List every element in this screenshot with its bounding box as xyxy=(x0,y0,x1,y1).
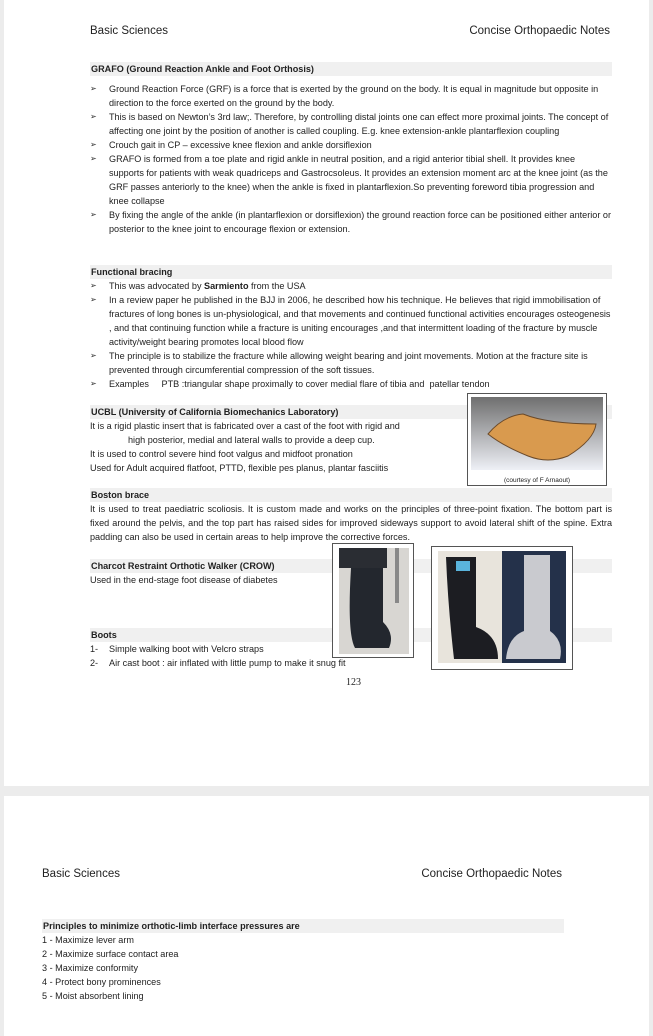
running-header-right: Concise Orthopaedic Notes xyxy=(469,25,610,37)
crow-image xyxy=(333,544,413,657)
section-heading: Boots xyxy=(90,628,612,642)
boots-image xyxy=(432,547,572,669)
section-grafo xyxy=(90,62,612,236)
list-item: 2- Air cast boot : air inflated with little pump to make it snug fit xyxy=(90,658,346,668)
ucbl-insert-image xyxy=(468,394,606,470)
list-item: ➢ Ground Reaction Force (GRF) is a force that is exerted by the ground on the body. It is equal in magnitude but opposite in direction to the force exerted on the ground by the body. xyxy=(90,82,612,110)
text-line: Used for Adult acquired flatfoot, PTTD, flexible pes planus, plantar fasciitis xyxy=(90,463,389,473)
running-header-left: Basic Sciences xyxy=(42,868,120,880)
section-functional-bracing xyxy=(90,265,612,391)
section-heading: Charcot Restraint Orthotic Walker (CROW) xyxy=(90,559,612,573)
section-principles xyxy=(42,919,564,1003)
ucbl-insert-photo xyxy=(467,393,607,486)
text-line: It is used to control severe hind foot valgus and midfoot pronation xyxy=(90,449,353,459)
list-item: 1 - Maximize lever arm xyxy=(42,935,134,945)
section-heading: UCBL (University of California Biomechanics Laboratory) xyxy=(90,405,612,419)
list-item: ➢ This is based on Newton’s 3rd law;. Therefore, by controlling distal joints one can effect more proximal joints. The concept of affecting one joint by the position of another is called coupling. E.g. knee extension-ankle plantarflexion coupling xyxy=(90,110,612,138)
list-item: 4 - Protect bony prominences xyxy=(42,977,161,987)
list-item: 1- Simple walking boot with Velcro straps xyxy=(90,644,264,654)
page-123 xyxy=(4,0,649,786)
list-item: ➢ Examples PTB :triangular shape proximally to cover medial flare of tibia and patellar tendon xyxy=(90,377,612,391)
list-item: ➢ Crouch gait in CP – excessive knee flexion and ankle dorsiflexion xyxy=(90,138,612,152)
paragraph: It is used to treat paediatric scoliosis. It is custom made and works on the principles of three-point fixation. The bottom part is fixed around the pelvis, and the top part has raised sides for improved sideways support to avoid lateral shift of the spine. Extra padding can also be used in certain areas to help improve the corrective forces. xyxy=(90,504,612,542)
list-item: ➢ This was advocated by Sarmiento from the USA xyxy=(90,279,612,293)
list-item: 3 - Maximize conformity xyxy=(42,963,139,973)
next-page xyxy=(4,796,649,1036)
figure-caption: (courtesy of F Arnaout) xyxy=(503,477,571,484)
text-line: high posterior, medial and lateral walls to provide a deep cup. xyxy=(128,435,375,445)
list-item: ➢ GRAFO is formed from a toe plate and rigid ankle in neutral position, and a rigid anterior tibial shell. It provides knee supports for patients with weak quadriceps and Gastrocsoleus. It provides an extension moment arc at the knee joint (as the GRF passes anteriorly to the knee) when the ankle is fixed in plantarflexion.So preventing foreword tibia progression and knee collapse xyxy=(90,152,612,208)
list-item: ➢ The principle is to stabilize the fracture while allowing weight bearing and joint movements. Motion at the fracture site is prevented through circumferential compression of the soft tissues. xyxy=(90,349,612,377)
section-heading: Functional bracing xyxy=(90,265,612,279)
crow-photo xyxy=(332,543,414,658)
boots-photo xyxy=(431,546,573,670)
section-heading: GRAFO (Ground Reaction Ankle and Foot Orthosis) xyxy=(90,62,612,76)
page-number: 123 xyxy=(346,677,361,688)
list-item: ➢ In a review paper he published in the BJJ in 2006, he described how his technique. He believes that rigid immobilisation of fractures of long bones is un-physiological, and that movements and continued functional activities encourages osteogenesis , and that continuing function while a fracture is uniting encourages ,and that intermittent loading of the fracture by muscle activity/weight bearing promotes local blood flow xyxy=(90,293,612,349)
paragraph: Used in the end-stage foot disease of diabetes xyxy=(90,575,278,585)
list-item: 2 - Maximize surface contact area xyxy=(42,949,179,959)
text-line: It is a rigid plastic insert that is fabricated over a cast of the foot with rigid and xyxy=(90,421,400,431)
list-item: ➢ By fixing the angle of the ankle (in plantarflexion or dorsiflexion) the ground reaction force can be positioned either anterior or posterior to the knee joint to encourage flexion or extension. xyxy=(90,208,612,236)
list-item: 5 - Moist absorbent lining xyxy=(42,991,144,1001)
section-heading: Principles to minimize orthotic-limb interface pressures are xyxy=(42,919,564,933)
running-header-right: Concise Orthopaedic Notes xyxy=(421,868,562,880)
running-header-left: Basic Sciences xyxy=(90,25,168,37)
section-boston-brace xyxy=(90,488,612,544)
section-heading: Boston brace xyxy=(90,488,612,502)
